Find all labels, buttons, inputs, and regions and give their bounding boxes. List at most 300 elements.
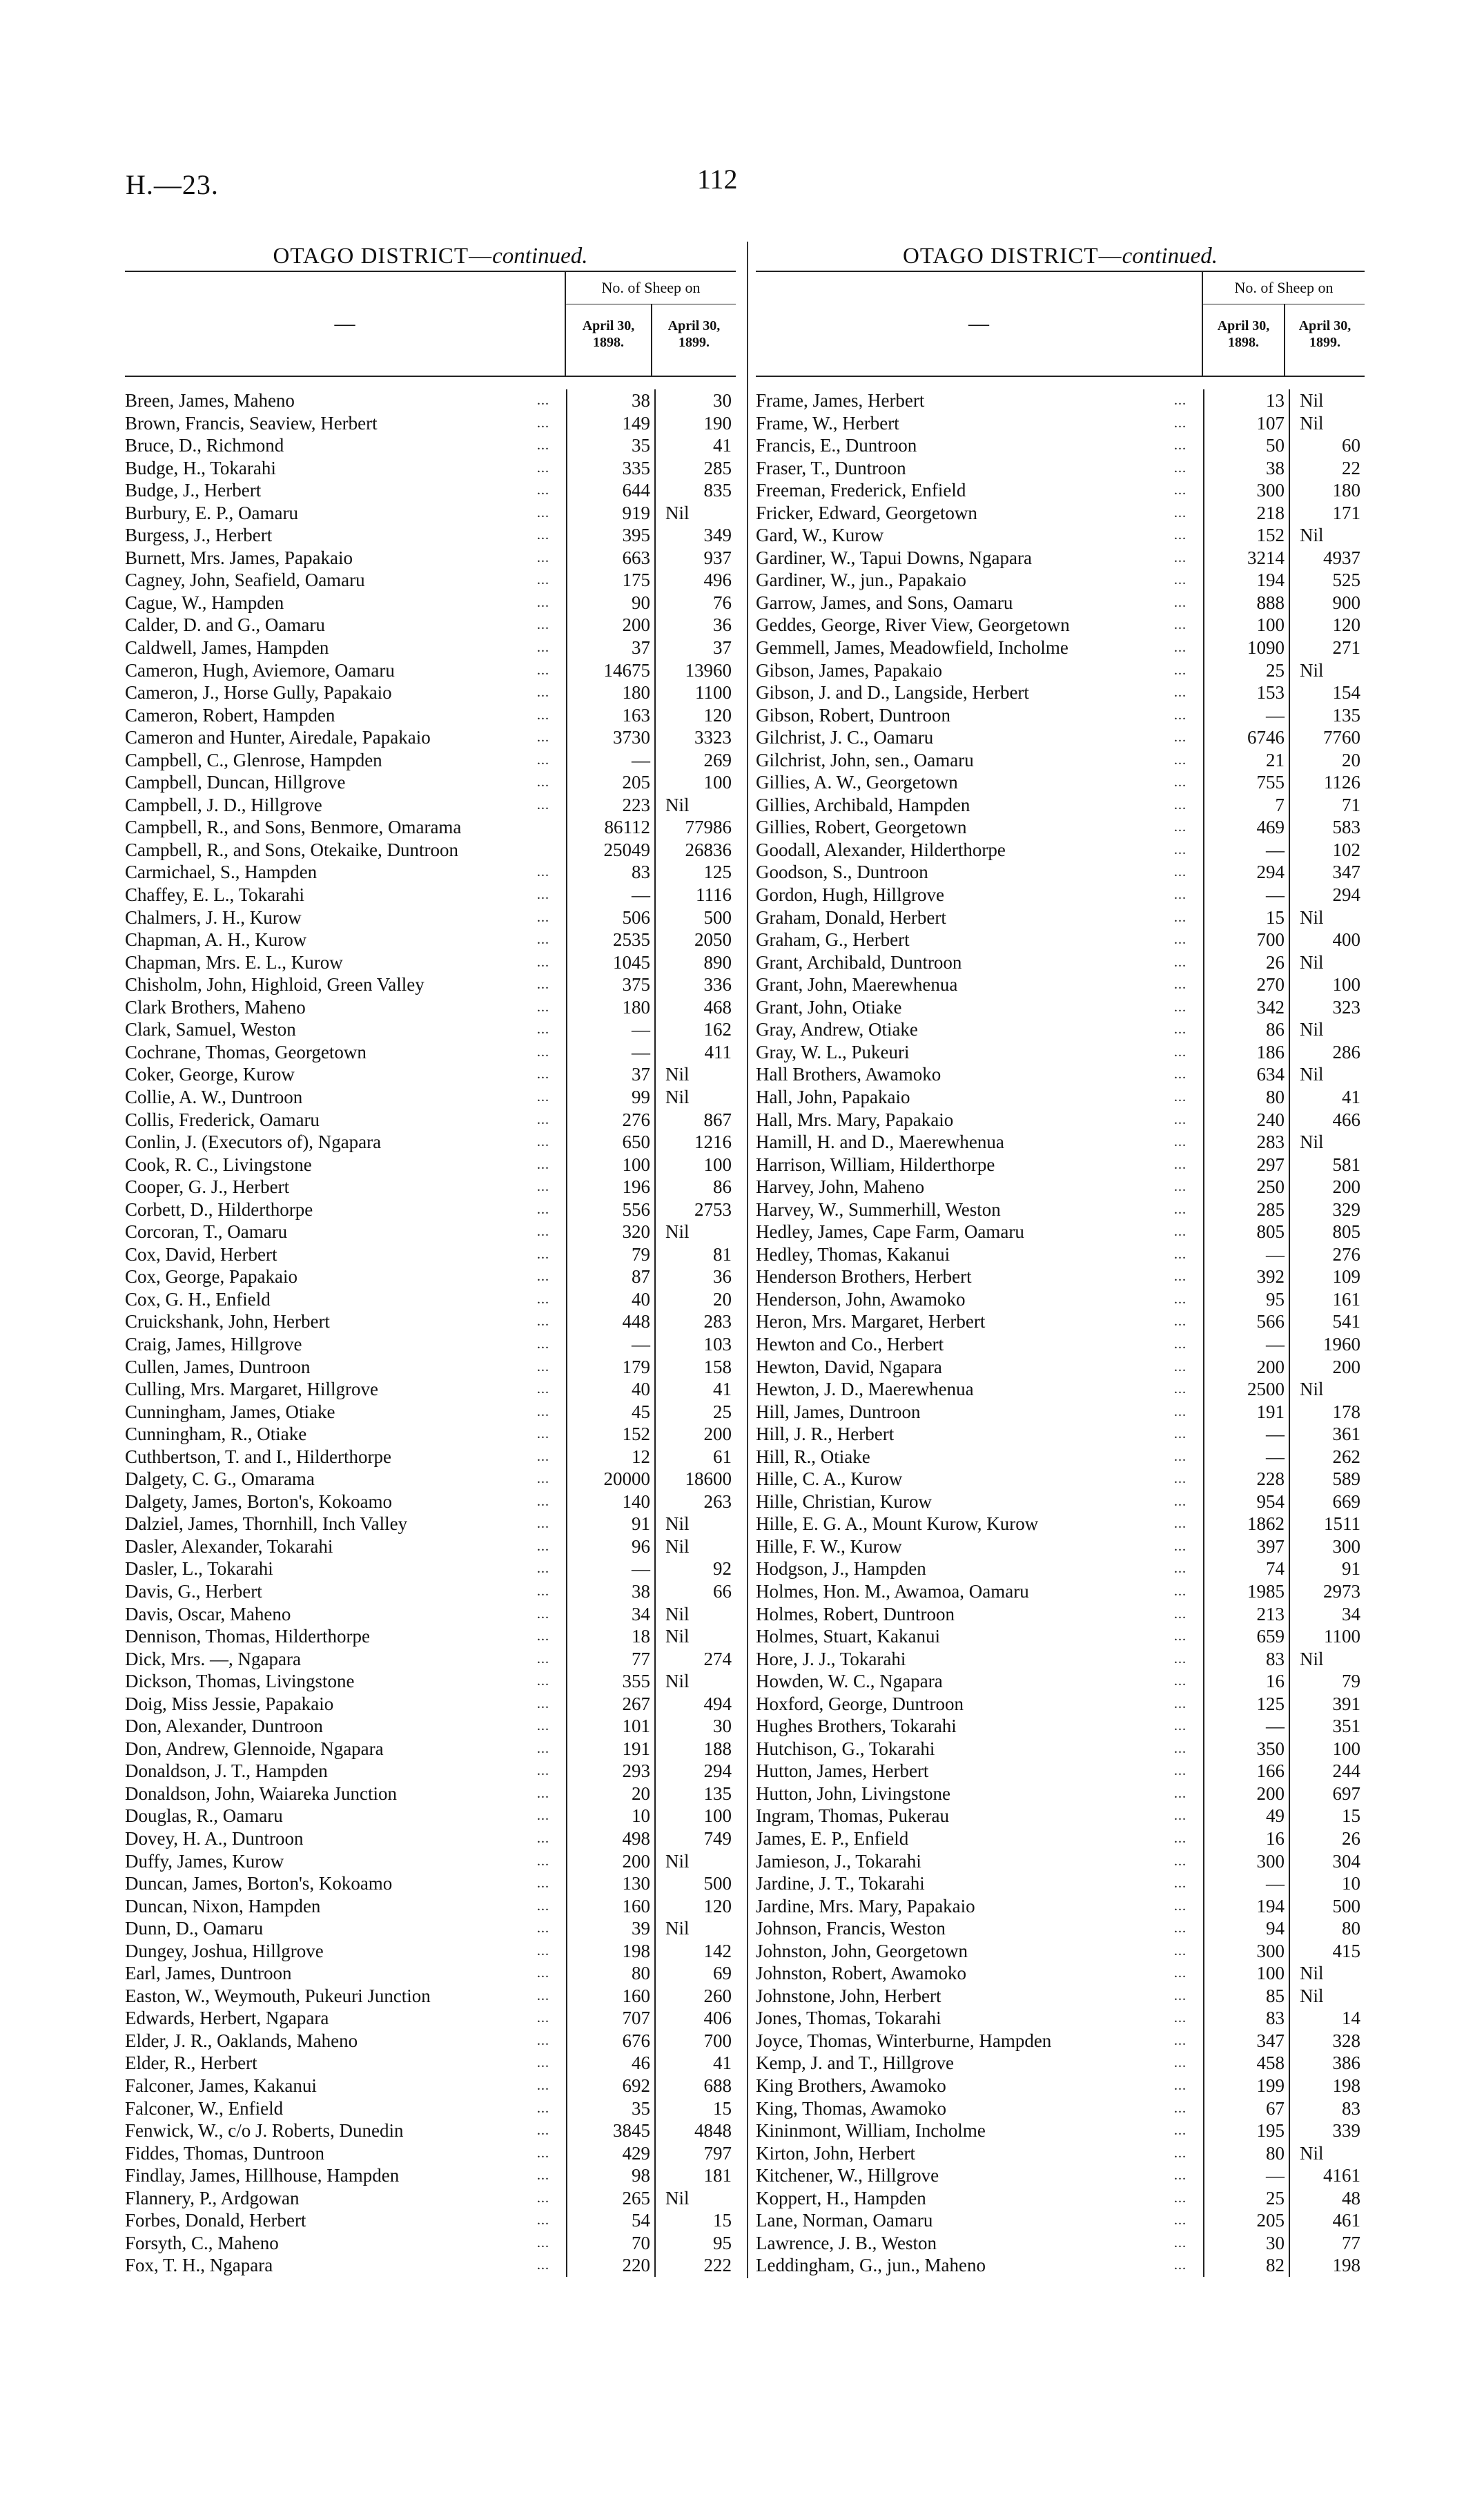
- sheep-1898: —: [566, 1018, 654, 1041]
- sheep-1899: 304: [1289, 1850, 1365, 1873]
- table-row: [756, 1243, 1365, 1266]
- sheep-1899: 81: [654, 1243, 736, 1266]
- table-row: [125, 1513, 736, 1535]
- sheep-1898: 644: [566, 479, 654, 502]
- owner-name: Johnstone, John, Herbert: [756, 1985, 941, 2006]
- table-row: [125, 1715, 736, 1738]
- sheep-1898: 130: [566, 1872, 654, 1895]
- dot-leader: ...: [537, 1561, 549, 1577]
- sheep-1899: 336: [654, 973, 736, 996]
- sheep-1899: 180: [1289, 479, 1365, 502]
- table-row: [756, 704, 1365, 727]
- sheep-1898: 39: [566, 1917, 654, 1940]
- dot-leader: ...: [537, 2032, 549, 2048]
- sheep-1899: 109: [1289, 1265, 1365, 1288]
- owner-name: Hodgson, J., Hampden: [756, 1558, 926, 1580]
- dot-leader: ...: [537, 1718, 549, 1734]
- sheep-1898: —: [566, 1041, 654, 1064]
- owner-name: Garrow, James, and Sons, Oamaru: [756, 592, 1013, 613]
- sheep-1898: 429: [566, 2142, 654, 2165]
- table-header: [125, 271, 736, 377]
- table-row: [125, 2232, 736, 2255]
- owner-name: Cunningham, James, Otiake: [125, 1401, 335, 1422]
- dot-leader: ...: [1174, 1808, 1187, 1824]
- dot-leader: ...: [1174, 842, 1187, 857]
- owner-name: Hille, E. G. A., Mount Kurow, Kurow: [756, 1513, 1039, 1535]
- dot-leader: ...: [1174, 1134, 1187, 1150]
- dot-leader: ...: [1174, 707, 1187, 723]
- dot-leader: ...: [1174, 1381, 1187, 1397]
- sheep-1898: 70: [566, 2232, 654, 2255]
- dot-leader: ...: [537, 2010, 549, 2026]
- dot-leader: ...: [537, 1156, 549, 1172]
- sheep-1899: 900: [1289, 592, 1365, 614]
- table-row: [756, 2209, 1365, 2232]
- owner-name: Gardiner, W., Tapui Downs, Ngapara: [756, 547, 1032, 568]
- sheep-1898: 10: [566, 1805, 654, 1827]
- dot-leader: ...: [537, 1853, 549, 1869]
- sheep-1899: 1100: [1289, 1625, 1365, 1648]
- table-row: [125, 1243, 736, 1266]
- owner-name: Conlin, J. (Executors of), Ngapara: [125, 1132, 382, 1153]
- owner-name: Hoxford, George, Duntroon: [756, 1693, 964, 1714]
- sheep-1898: 294: [1203, 861, 1289, 884]
- dot-leader: ...: [1174, 1651, 1187, 1667]
- dot-leader: ...: [537, 1246, 549, 1262]
- dot-leader: ...: [1174, 1988, 1187, 2003]
- sheep-1898: 83: [1203, 2007, 1289, 2030]
- sheep-1899: 328: [1289, 2030, 1365, 2052]
- table-row: [756, 681, 1365, 704]
- sheep-1899: 83: [1289, 2097, 1365, 2120]
- owner-name: Collie, A. W., Duntroon: [125, 1086, 303, 1107]
- sheep-1898: 26: [1203, 951, 1289, 974]
- owner-name: Corcoran, T., Oamaru: [125, 1221, 288, 1243]
- sheep-1898: 37: [566, 637, 654, 659]
- sheep-1898: 90: [566, 592, 654, 614]
- sheep-1898: 40: [566, 1288, 654, 1311]
- sheep-1899: 835: [654, 479, 736, 502]
- sheep-1899: 100: [654, 771, 736, 794]
- owner-name: Holmes, Hon. M., Awamoa, Oamaru: [756, 1580, 1029, 1602]
- dot-leader: ...: [1174, 1629, 1187, 1644]
- sheep-1898: —: [566, 884, 654, 906]
- table-row: [125, 2187, 736, 2210]
- table-row: [756, 1513, 1365, 1535]
- sheep-1898: 194: [1203, 1895, 1289, 1918]
- sheep-1899: 171: [1289, 502, 1365, 525]
- owner-name: King, Thomas, Awamoko: [756, 2097, 947, 2119]
- dot-leader: ...: [1174, 393, 1187, 408]
- dot-leader: ...: [1174, 1718, 1187, 1734]
- sheep-1898: 96: [566, 1535, 654, 1558]
- table-row: [756, 1176, 1365, 1198]
- dot-leader: ...: [537, 1179, 549, 1195]
- table-row: [756, 1041, 1365, 1064]
- table-row: [756, 973, 1365, 996]
- dot-leader: ...: [537, 1224, 549, 1240]
- table-row: [125, 2075, 736, 2097]
- sheep-1899: 15: [654, 2209, 736, 2232]
- owner-name: Heron, Mrs. Margaret, Herbert: [756, 1311, 986, 1332]
- dot-leader: ...: [1174, 550, 1187, 565]
- dot-leader: ...: [1174, 617, 1187, 633]
- sheep-1899: Nil: [1289, 2142, 1365, 2165]
- owner-name: Duncan, Nixon, Hampden: [125, 1895, 321, 1916]
- dot-leader: ...: [1174, 1606, 1187, 1622]
- sheep-1899: 14: [1289, 2007, 1365, 2030]
- dot-leader: ...: [1174, 527, 1187, 543]
- sheep-1898: 355: [566, 1670, 654, 1693]
- sheep-1898: 86112: [566, 816, 654, 839]
- dot-leader: ...: [537, 909, 549, 925]
- sheep-1899: 361: [1289, 1423, 1365, 1446]
- owner-name: Chisholm, John, Highloid, Green Valley: [125, 974, 424, 996]
- dot-leader: ...: [1174, 483, 1187, 498]
- owner-name: Corbett, D., Hilderthorpe: [125, 1198, 313, 1220]
- sheep-1899: 178: [1289, 1401, 1365, 1424]
- dot-leader: ...: [537, 1606, 549, 1622]
- table-row: [756, 816, 1365, 839]
- sheep-1898: —: [1203, 1872, 1289, 1895]
- sheep-1898: 2535: [566, 929, 654, 951]
- sheep-1898: 350: [1203, 1738, 1289, 1760]
- sheep-1899: 41: [654, 2052, 736, 2075]
- table-row: [756, 1760, 1365, 1783]
- owner-name: Gillies, Robert, Georgetown: [756, 817, 967, 838]
- table-row: [125, 929, 736, 951]
- owner-name: Breen, James, Maheno: [125, 390, 295, 411]
- dot-leader: ...: [1174, 2010, 1187, 2026]
- sheep-1899: 406: [654, 2007, 736, 2030]
- owner-name: Holmes, Stuart, Kakanui: [756, 1626, 940, 1647]
- table-row: [756, 1715, 1365, 1738]
- dot-leader: ...: [537, 1471, 549, 1487]
- table-row: [125, 1086, 736, 1109]
- sheep-1898: 205: [1203, 2209, 1289, 2232]
- table-row: [125, 1265, 736, 1288]
- dot-leader: ...: [537, 1785, 549, 1801]
- sheep-1898: 556: [566, 1198, 654, 1221]
- dot-leader: ...: [537, 1965, 549, 1981]
- sheep-1898: 198: [566, 1940, 654, 1963]
- table-row: [125, 592, 736, 614]
- dot-leader: ...: [537, 2258, 549, 2273]
- sheep-1898: 2500: [1203, 1378, 1289, 1401]
- sheep-1898: 12: [566, 1446, 654, 1468]
- sheep-1899: 71: [1289, 794, 1365, 817]
- table-row: [756, 524, 1365, 547]
- dot-leader: ...: [1174, 2213, 1187, 2229]
- dot-leader: ...: [1174, 662, 1187, 678]
- table-header: [756, 271, 1365, 377]
- sheep-1898: 101: [566, 1715, 654, 1738]
- table-row: [756, 1557, 1365, 1580]
- table-row: [125, 1378, 736, 1401]
- sheep-1898: 3214: [1203, 547, 1289, 570]
- sheep-1898: 85: [1203, 1985, 1289, 2008]
- sheep-1899: 274: [654, 1648, 736, 1671]
- table-row: [125, 614, 736, 637]
- column-divider: [747, 242, 748, 2278]
- sheep-1899: 411: [654, 1041, 736, 1064]
- owner-name: Howden, W. C., Ngapara: [756, 1671, 943, 1692]
- table-row: [756, 659, 1365, 682]
- sheep-1898: 6746: [1203, 726, 1289, 749]
- table-row: [756, 794, 1365, 817]
- table-row: [756, 1131, 1365, 1154]
- dot-leader: ...: [1174, 954, 1187, 970]
- sheep-1899: 18600: [654, 1468, 736, 1491]
- sheep-1899: 415: [1289, 1940, 1365, 1963]
- sheep-1899: 30: [654, 389, 736, 412]
- owner-name: Davis, Oscar, Maheno: [125, 1603, 291, 1624]
- sheep-1899: 120: [1289, 614, 1365, 637]
- owner-name: Cameron, J., Horse Gully, Papakaio: [125, 682, 392, 703]
- sheep-1898: 49: [1203, 1805, 1289, 1827]
- sheep-1898: 179: [566, 1356, 654, 1379]
- table-row: [125, 2142, 736, 2165]
- sheep-1899: 263: [654, 1491, 736, 1513]
- sheep-1899: 36: [654, 1265, 736, 1288]
- table-row: [756, 1063, 1365, 1086]
- owner-name: Freeman, Frederick, Enfield: [756, 480, 966, 501]
- dot-leader: ...: [537, 1898, 549, 1914]
- dot-leader: ...: [1174, 819, 1187, 835]
- owner-name: Gray, W. L., Pukeuri: [756, 1041, 910, 1062]
- owner-name: Harrison, William, Hilderthorpe: [756, 1154, 995, 1175]
- sheep-1899: 541: [1289, 1310, 1365, 1333]
- sheep-1898: 149: [566, 412, 654, 435]
- sheep-1899: 697: [1289, 1783, 1365, 1805]
- sheep-1899: 77: [1289, 2232, 1365, 2255]
- sheep-1898: 16: [1203, 1670, 1289, 1693]
- sheep-1899: 323: [1289, 996, 1365, 1019]
- table-row: [756, 1985, 1365, 2008]
- owner-name: Gibson, Robert, Duntroon: [756, 704, 950, 726]
- dot-leader: ...: [1174, 2032, 1187, 2048]
- dot-leader: ...: [537, 1044, 549, 1060]
- owner-name: Hutton, James, Herbert: [756, 1760, 929, 1782]
- dot-leader: ...: [537, 1426, 549, 1442]
- sheep-1898: 18: [566, 1625, 654, 1648]
- sheep-1899: 200: [654, 1423, 736, 1446]
- dot-leader: ...: [537, 1022, 549, 1038]
- dot-leader: ...: [1174, 1111, 1187, 1127]
- table-row: [125, 1401, 736, 1424]
- table-row: [756, 771, 1365, 794]
- table-row: [756, 1423, 1365, 1446]
- sheep-1898: 213: [1203, 1603, 1289, 1626]
- sheep-1898: 37: [566, 1063, 654, 1086]
- sheep-1898: 954: [1203, 1491, 1289, 1513]
- sheep-1898: 200: [566, 1850, 654, 1873]
- owner-name: Falconer, James, Kakanui: [125, 2075, 317, 2097]
- sheep-1899: 120: [654, 1895, 736, 1918]
- sheep-1898: 152: [566, 1423, 654, 1446]
- sheep-1899: Nil: [1289, 906, 1365, 929]
- table-row: [125, 2097, 736, 2120]
- dot-leader: ...: [537, 954, 549, 970]
- sheep-1899: 15: [654, 2097, 736, 2120]
- owner-name: Campbell, J. D., Hillgrove: [125, 794, 322, 815]
- dot-leader: ...: [1174, 1493, 1187, 1509]
- dot-leader: ...: [537, 932, 549, 948]
- sheep-1898: 634: [1203, 1063, 1289, 1086]
- owner-name: Caldwell, James, Hampden: [125, 637, 329, 659]
- sheep-1899: Nil: [1289, 1962, 1365, 1985]
- owner-name: Dickson, Thomas, Livingstone: [125, 1671, 355, 1692]
- table-row: [756, 1670, 1365, 1693]
- table-row: [125, 816, 736, 839]
- dot-leader: ...: [537, 2213, 549, 2229]
- dot-leader: ...: [1174, 887, 1187, 903]
- dot-leader: ...: [537, 1201, 549, 1217]
- sheep-1899: 1100: [654, 681, 736, 704]
- sheep-1898: 707: [566, 2007, 654, 2030]
- sheep-1899: 198: [1289, 2075, 1365, 2097]
- table-row: [756, 1850, 1365, 1873]
- dot-leader: ...: [537, 1651, 549, 1667]
- column-title: [756, 242, 1365, 271]
- table-row: [125, 2209, 736, 2232]
- sheep-1898: 83: [566, 861, 654, 884]
- table-row: [756, 637, 1365, 659]
- dot-leader: ...: [1174, 2190, 1187, 2206]
- owner-name: Brown, Francis, Seaview, Herbert: [125, 412, 378, 434]
- dot-leader: ...: [537, 1336, 549, 1352]
- owner-name: Cooper, G. J., Herbert: [125, 1176, 290, 1198]
- dot-leader: ...: [537, 1134, 549, 1150]
- year-1898-header: April 30, 1898.: [582, 318, 635, 350]
- dot-leader: ...: [537, 887, 549, 903]
- owner-name: Burgess, J., Herbert: [125, 525, 273, 546]
- table-row: [125, 839, 736, 862]
- owner-name: Findlay, James, Hillhouse, Hampden: [125, 2165, 400, 2186]
- table-row: [756, 1917, 1365, 1940]
- table-row: [125, 1895, 736, 1918]
- table-row: [756, 906, 1365, 929]
- dot-leader: ...: [537, 1629, 549, 1644]
- sheep-1899: 294: [1289, 884, 1365, 906]
- sheep-1899: 60: [1289, 434, 1365, 457]
- dot-leader: ...: [1174, 1763, 1187, 1779]
- table-row: [125, 906, 736, 929]
- sheep-1898: 205: [566, 771, 654, 794]
- table-row: [756, 1356, 1365, 1379]
- sheep-1898: 195: [1203, 2119, 1289, 2142]
- table-row: [125, 1041, 736, 1064]
- sheep-1898: 140: [566, 1491, 654, 1513]
- sheep-1898: 175: [566, 569, 654, 592]
- table-row: [756, 1154, 1365, 1176]
- sheep-1899: 86: [654, 1176, 736, 1198]
- dot-leader: ...: [537, 1404, 549, 1419]
- sheep-1899: Nil: [654, 1670, 736, 1693]
- dot-leader: ...: [1174, 1291, 1187, 1307]
- dot-leader: ...: [537, 2190, 549, 2206]
- sheep-1899: 276: [1289, 1243, 1365, 1266]
- table-row: [125, 1850, 736, 1873]
- sheep-1899: 500: [654, 906, 736, 929]
- sheep-1899: 688: [654, 2075, 736, 2097]
- owner-name: Budge, J., Herbert: [125, 480, 262, 501]
- owner-name: Douglas, R., Oamaru: [125, 1805, 283, 1827]
- owner-name: Elder, R., Herbert: [125, 2052, 257, 2074]
- table-row: [125, 637, 736, 659]
- table-row: [125, 1648, 736, 1671]
- sheep-1899: 583: [1289, 816, 1365, 839]
- dot-leader: ...: [537, 775, 549, 790]
- table-row: [125, 1131, 736, 1154]
- dot-leader: ...: [1174, 1067, 1187, 1083]
- owner-name: Kemp, J. and T., Hillgrove: [756, 2052, 954, 2074]
- owner-name: Grant, Archibald, Duntroon: [756, 951, 962, 973]
- dot-leader: ...: [1174, 1740, 1187, 1756]
- dot-leader: ...: [537, 438, 549, 454]
- dot-leader: ...: [537, 572, 549, 588]
- sheep-1899: 161: [1289, 1288, 1365, 1311]
- table-row: [125, 2254, 736, 2277]
- sheep-1898: 300: [1203, 479, 1289, 502]
- table-row: [125, 1625, 736, 1648]
- table-row: [756, 839, 1365, 862]
- owner-name: Frame, James, Herbert: [756, 390, 925, 411]
- owner-name: Cuthbertson, T. and I., Hilderthorpe: [125, 1446, 391, 1467]
- sheep-1899: 2050: [654, 929, 736, 951]
- table-row: [125, 1154, 736, 1176]
- table-row: [125, 1310, 736, 1333]
- table-row: [756, 2075, 1365, 2097]
- sheep-1899: 20: [654, 1288, 736, 1311]
- sheep-1899: 22: [1289, 457, 1365, 480]
- owner-name: Hill, James, Duntroon: [756, 1401, 921, 1422]
- dot-leader: ...: [1174, 1471, 1187, 1487]
- table-row: [756, 1783, 1365, 1805]
- dot-leader: ...: [1174, 1404, 1187, 1419]
- table-row: [125, 1670, 736, 1693]
- dot-leader: ...: [537, 1583, 549, 1599]
- owner-name: Chalmers, J. H., Kurow: [125, 906, 302, 928]
- owner-name: Johnston, John, Georgetown: [756, 1940, 968, 1961]
- owner-name: Hughes Brothers, Tokarahi: [756, 1716, 957, 1737]
- sheep-1898: 676: [566, 2030, 654, 2052]
- sheep-1899: 66: [654, 1580, 736, 1603]
- title-continued: continued.: [1122, 244, 1218, 269]
- owner-name: Ingram, Thomas, Pukerau: [756, 1805, 949, 1827]
- sheep-1898: 79: [566, 1243, 654, 1266]
- table-row: [756, 1333, 1365, 1356]
- table-row: [756, 861, 1365, 884]
- owner-name: Hewton and Co., Herbert: [756, 1333, 944, 1355]
- sheep-1898: —: [1203, 1715, 1289, 1738]
- dot-leader: ...: [1174, 977, 1187, 993]
- table-row: [756, 996, 1365, 1019]
- sheep-1899: Nil: [654, 1063, 736, 1086]
- dot-leader: ...: [1174, 932, 1187, 948]
- table-row: [756, 1895, 1365, 1918]
- table-row: [756, 479, 1365, 502]
- dot-leader: ...: [537, 1493, 549, 1509]
- sheep-1899: 496: [654, 569, 736, 592]
- sheep-1898: 82: [1203, 2254, 1289, 2277]
- sheep-1899: 41: [654, 1378, 736, 1401]
- dot-leader: ...: [537, 550, 549, 565]
- owner-name: Cox, George, Papakaio: [125, 1266, 297, 1288]
- sheep-1898: 7: [1203, 794, 1289, 817]
- table-row: [125, 771, 736, 794]
- owner-name: Cox, David, Herbert: [125, 1243, 277, 1265]
